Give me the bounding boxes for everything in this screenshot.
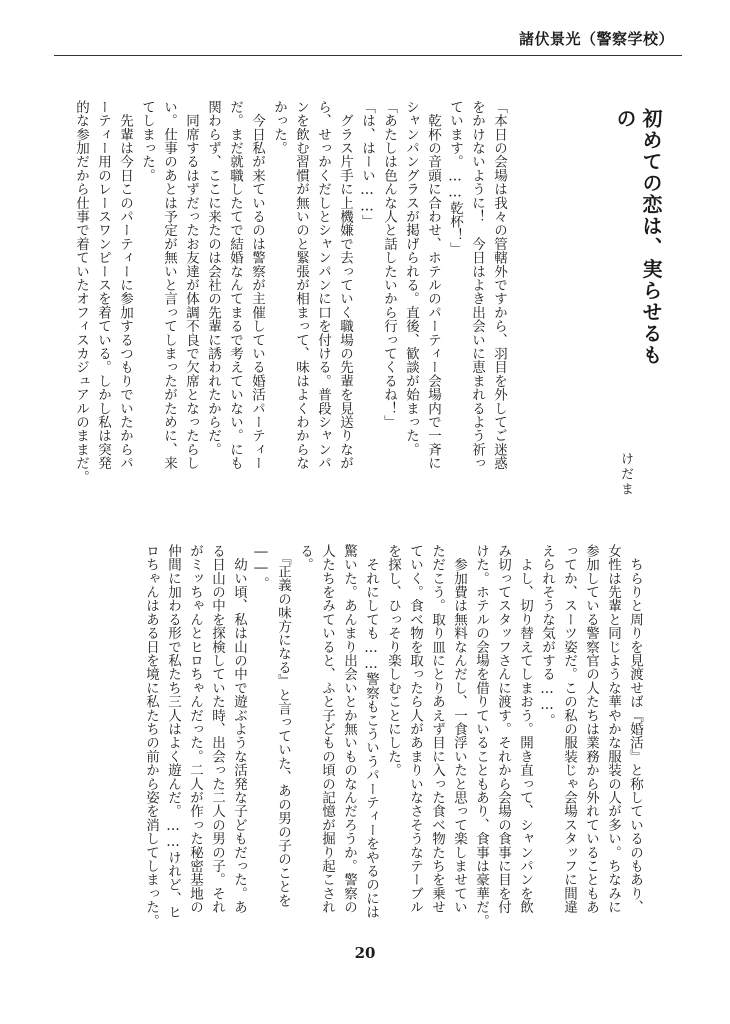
story-author: けだま	[618, 452, 633, 497]
running-header: 諸伏景光（警察学校）	[518, 30, 674, 48]
page-number: 20	[354, 944, 376, 962]
body-text-lower: ちらりと周りを見渡せば『婚活』と称しているのもあり、 女性は先輩と同じような華やかな服装の人が多い。ちなみに 参加している警察官の人たちは業務から外れていることもあ ってか、スーツ姿だ。この私の服装じゃ会場スタッフに間違 えられそうな気がする……。 よし、切り替えてしまおう。開き直って、シャンパンを飲 み切ってスタッフさんに渡す。それから会場の食事に目を付 けた。ホテルの会場を借りていることもあり、食事は豪華だ。 参加費は無料なんだし、一食浮いたと思って楽しませてい ただこう。取り皿にとりあえず目に入った食べ物たちを乗せ ていく。食べ物を取ったら人があまりいなさそうなテーブル を探し、ひっそり楽しむことにした。 それにしても……警察もこういうパーティーをやるのには 驚いた。あんまり出会いとか無いものなんだろうか。警察の 人たちをみていると、ふと子どもの頃の記憶が掘り起こされ る。 『正義の味方になる』と言っていた、あの男の子のことを ――。 幼い頃、私は山の中で遊ぶような活発な子どもだった。あ る日山の中を探検していた時、出会った二人の男の子。それ がミッちゃんとヒロちゃんだった。二人が作った秘密基地の 仲間に加わる形で私たち三人はよく遊んだ。……けれど、ヒ ロちゃんはある日を境に私たちの前から姿を消してしまった。	[143, 544, 643, 928]
story-title: 初めての恋は、実らせるもの	[613, 108, 663, 366]
body-text-upper: 「本日の会場は我々の管轄外ですから、羽目を外してご迷惑 をかけないように！ 今日はよき出会いに恵まれるよう祈っ ています。……乾杯！」 乾杯の音頭に合わせ、ホテルのパーティー会場内で一斉に シャンパングラスが掲げられる。直後、歓談が始まった。 「あたしは色んな人と話したいから行ってくるね！」 「は、はーい……」 グラス片手に上機嫌で去っていく職場の先輩を見送りなが ら、せっかくだしとシャンパンに口を付ける。普段シャンパ ンを飲む習慣が無いのと緊張が相まって、味はよくわからな かった。 今日私が来ているのは警察が主催している婚活パーティー だ。まだ就職したてで結婚なんてまるで考えていない。にも 関わらず、ここに来たのは会社の先輩に誘われたからだ。 同席するはずだったお友達が体調不良で欠席となったらし い。仕事のあとは予定が無いと言ってしまったがために、来 てしまった。 先輩は今日このパーティーに参加するつもりでいたからパ ーティー用のレースワンピースを着ている。しかし私は突発 的な参加だから仕事で着ていたオフィスカジュアルのままだ。	[73, 100, 507, 484]
header-divider	[54, 55, 682, 56]
